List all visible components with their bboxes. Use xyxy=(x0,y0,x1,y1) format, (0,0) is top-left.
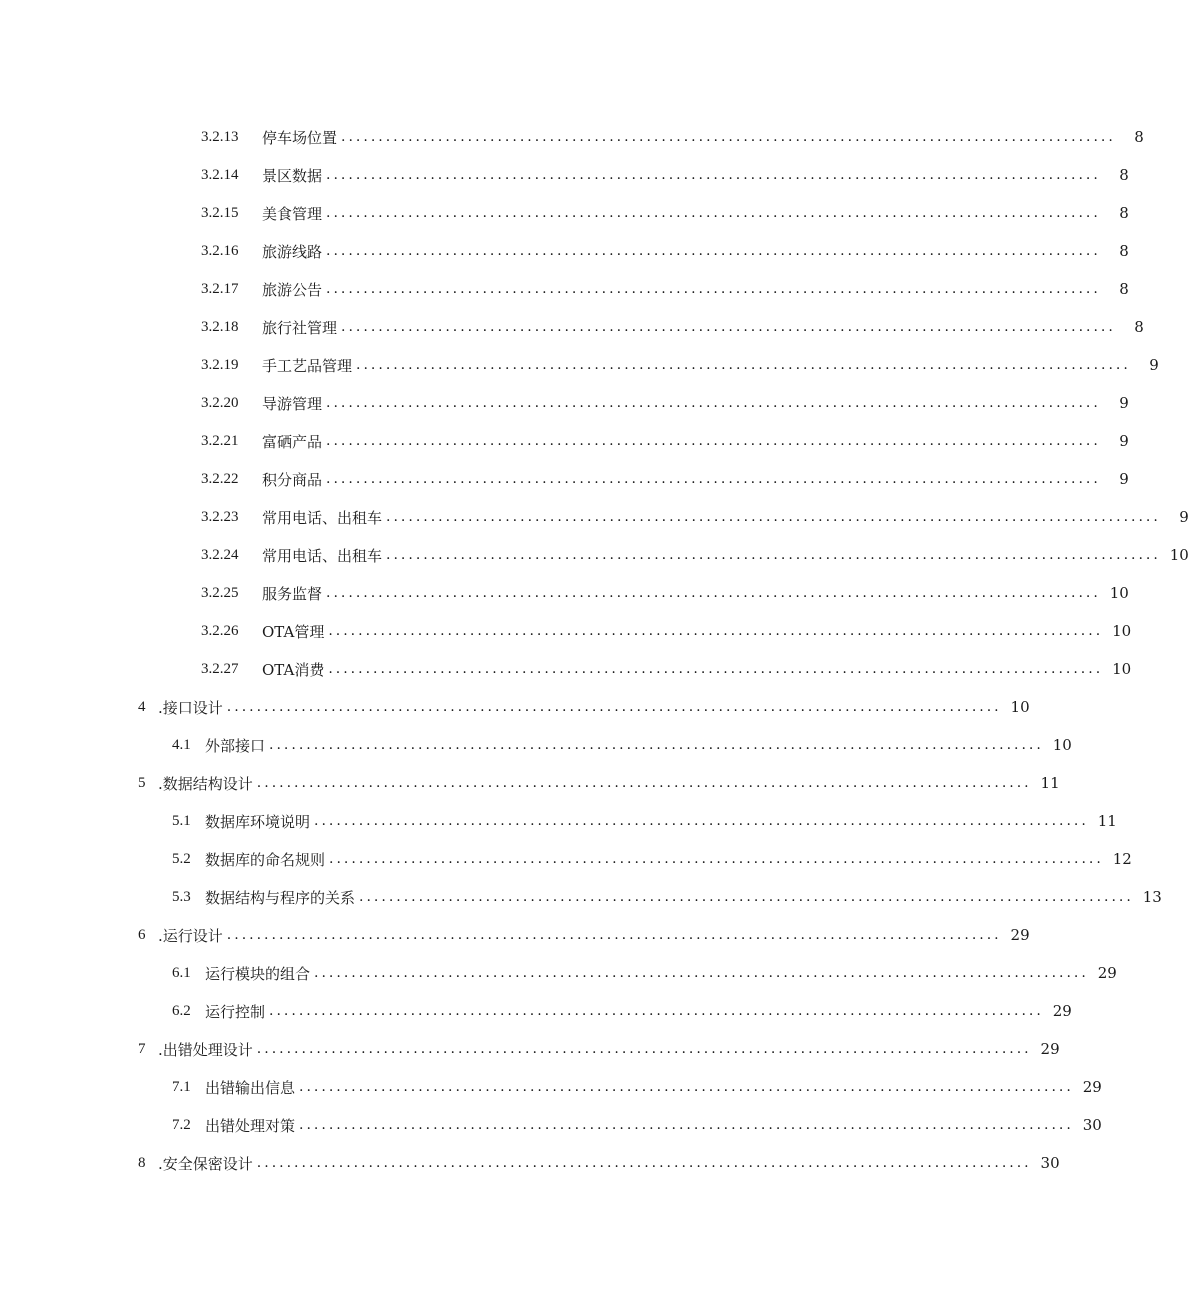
toc-entry[interactable] xyxy=(0,878,1162,916)
toc-title: 旅行社管理 xyxy=(262,318,338,337)
toc-leader: ........................................................................................................ xyxy=(386,547,1161,563)
toc-leader: ........................................................................................................ xyxy=(329,851,1104,867)
toc-number: 3.2.20 xyxy=(201,394,239,411)
toc-title: 运行控制 xyxy=(205,1002,266,1021)
toc-page: 9 xyxy=(1119,394,1129,412)
toc-entry[interactable] xyxy=(0,1144,1060,1182)
toc-leader: ........................................................................................................ xyxy=(226,927,1002,943)
toc-entry[interactable] xyxy=(0,118,1144,156)
toc-leader: ........................................................................................................ xyxy=(269,737,1044,753)
toc-leader: ........................................................................................................ xyxy=(299,1079,1074,1095)
toc-page: 8 xyxy=(1134,318,1144,336)
toc-title: OTA消费 xyxy=(262,660,325,679)
toc-leader: ........................................................................................................ xyxy=(326,205,1101,221)
toc-leader: ........................................................................................................ xyxy=(326,585,1101,601)
toc-number: 7.1 xyxy=(172,1078,191,1095)
toc-page: 29 xyxy=(1040,1040,1060,1058)
toc-number: 6 xyxy=(138,926,146,943)
toc-page: 9 xyxy=(1149,356,1159,374)
toc-number: 3.2.25 xyxy=(201,584,239,601)
toc-leader: ........................................................................................................ xyxy=(386,509,1161,525)
toc-leader: ........................................................................................................ xyxy=(359,889,1134,905)
toc-leader: ........................................................................................................ xyxy=(314,813,1089,829)
toc-page: 9 xyxy=(1119,470,1129,488)
toc-leader: ........................................................................................................ xyxy=(341,319,1116,335)
toc-page: 12 xyxy=(1112,850,1132,868)
toc-entry[interactable] xyxy=(0,308,1144,346)
toc-number: 4.1 xyxy=(172,736,191,753)
toc-number: 3.2.16 xyxy=(201,242,239,259)
toc-leader: ........................................................................................................ xyxy=(226,699,1002,715)
toc-page: 13 xyxy=(1142,888,1162,906)
toc-number: 3.2.13 xyxy=(201,128,239,145)
toc-entry[interactable] xyxy=(0,498,1189,536)
toc-number: 3.2.27 xyxy=(201,660,239,677)
toc-title: 常用电话、出租车 xyxy=(262,508,383,527)
toc-entry[interactable] xyxy=(0,726,1072,764)
toc-leader: ........................................................................................................ xyxy=(328,623,1104,639)
toc-entry[interactable] xyxy=(0,156,1129,194)
toc-entry[interactable] xyxy=(0,270,1129,308)
toc-page: 8 xyxy=(1119,280,1129,298)
toc-entry[interactable] xyxy=(0,688,1030,726)
toc-number: 3.2.17 xyxy=(201,280,239,297)
toc-title: . 运行设计 xyxy=(158,925,223,946)
toc-entry[interactable] xyxy=(0,840,1132,878)
toc-page: 9 xyxy=(1179,508,1189,526)
toc-number: 3.2.22 xyxy=(201,470,239,487)
toc-entry[interactable] xyxy=(0,346,1159,384)
toc-title: 外部接口 xyxy=(205,736,266,755)
toc-number: 4 xyxy=(138,698,146,715)
toc-leader: ........................................................................................................ xyxy=(326,433,1101,449)
toc-page: 8 xyxy=(1119,204,1129,222)
toc-entry[interactable] xyxy=(0,916,1030,954)
toc-leader: ........................................................................................................ xyxy=(341,129,1116,145)
toc-title: 出错输出信息 xyxy=(205,1078,296,1097)
toc-title: 景区数据 xyxy=(262,166,323,185)
toc-page: 10 xyxy=(1169,546,1189,564)
toc-leader: ........................................................................................................ xyxy=(326,281,1101,297)
toc-title: 富硒产品 xyxy=(262,432,323,451)
toc-title: 数据库的命名规则 xyxy=(205,850,326,869)
toc-page: 29 xyxy=(1082,1078,1102,1096)
toc-page: 10 xyxy=(1112,660,1132,678)
toc-page: 10 xyxy=(1109,584,1129,602)
toc-page: 30 xyxy=(1040,1154,1060,1172)
toc-entry[interactable] xyxy=(0,992,1072,1030)
toc-title: . 安全保密设计 xyxy=(158,1153,253,1174)
toc-entry[interactable] xyxy=(0,650,1132,688)
toc-number: 8 xyxy=(138,1154,146,1171)
toc-title: 常用电话、出租车 xyxy=(262,546,383,565)
toc-page: 10 xyxy=(1010,698,1030,716)
toc-entry[interactable] xyxy=(0,1106,1102,1144)
toc-number: 3.2.19 xyxy=(201,356,239,373)
toc-number: 3.2.21 xyxy=(201,432,239,449)
toc-title: 积分商品 xyxy=(262,470,323,489)
toc-leader: ........................................................................................................ xyxy=(269,1003,1044,1019)
toc-number: 7.2 xyxy=(172,1116,191,1133)
toc-leader: ........................................................................................................ xyxy=(314,965,1089,981)
toc-page: 9 xyxy=(1119,432,1129,450)
toc-title: 出错处理对策 xyxy=(205,1116,296,1135)
toc-title: OTA管理 xyxy=(262,622,325,641)
toc-entry[interactable] xyxy=(0,612,1132,650)
toc-entry[interactable] xyxy=(0,422,1129,460)
toc-page: 10 xyxy=(1112,622,1132,640)
toc-page: 8 xyxy=(1119,242,1129,260)
toc-number: 5.1 xyxy=(172,812,191,829)
toc-leader: ........................................................................................................ xyxy=(299,1117,1074,1133)
toc-leader: ........................................................................................................ xyxy=(356,357,1131,373)
toc-title: 停车场位置 xyxy=(262,128,338,147)
toc-title: 数据库环境说明 xyxy=(205,812,311,831)
toc-number: 3.2.23 xyxy=(201,508,239,525)
toc-leader: ........................................................................................................ xyxy=(326,243,1101,259)
toc-page: 11 xyxy=(1097,812,1117,830)
toc-entry[interactable] xyxy=(0,802,1117,840)
toc-entry[interactable] xyxy=(0,194,1129,232)
toc-number: 3.2.15 xyxy=(201,204,239,221)
toc-number: 3.2.18 xyxy=(201,318,239,335)
toc-title: . 数据结构设计 xyxy=(158,773,253,794)
toc-page: 11 xyxy=(1040,774,1060,792)
toc-title: 运行模块的组合 xyxy=(205,964,311,983)
toc-leader: ........................................................................................................ xyxy=(326,167,1101,183)
toc-number: 6.1 xyxy=(172,964,191,981)
toc-title: . 接口设计 xyxy=(158,697,223,718)
toc-page: 29 xyxy=(1052,1002,1072,1020)
toc-leader: ........................................................................................................ xyxy=(328,661,1104,677)
toc-entry[interactable] xyxy=(0,764,1060,802)
toc-page: 8 xyxy=(1119,166,1129,184)
toc-entry[interactable] xyxy=(0,1068,1102,1106)
toc-title: 服务监督 xyxy=(262,584,323,603)
toc-number: 6.2 xyxy=(172,1002,191,1019)
toc-title: 手工艺品管理 xyxy=(262,356,353,375)
toc-entry[interactable] xyxy=(0,954,1117,992)
toc-number: 5.3 xyxy=(172,888,191,905)
toc-page: 29 xyxy=(1097,964,1117,982)
toc-entry[interactable] xyxy=(0,460,1129,498)
table-of-contents xyxy=(0,118,1189,1182)
toc-title: . 出错处理设计 xyxy=(158,1039,253,1060)
toc-number: 5.2 xyxy=(172,850,191,867)
toc-number: 7 xyxy=(138,1040,146,1057)
toc-number: 3.2.14 xyxy=(201,166,239,183)
toc-title: 导游管理 xyxy=(262,394,323,413)
toc-leader: ........................................................................................................ xyxy=(256,1041,1032,1057)
toc-number: 3.2.24 xyxy=(201,546,239,563)
toc-leader: ........................................................................................................ xyxy=(326,395,1101,411)
toc-page: 29 xyxy=(1010,926,1030,944)
toc-number: 3.2.26 xyxy=(201,622,239,639)
toc-entry[interactable] xyxy=(0,574,1129,612)
toc-leader: ........................................................................................................ xyxy=(256,775,1032,791)
toc-number: 5 xyxy=(138,774,146,791)
toc-page: 30 xyxy=(1082,1116,1102,1134)
toc-leader: ........................................................................................................ xyxy=(256,1155,1032,1171)
toc-entry[interactable] xyxy=(0,384,1129,422)
toc-entry[interactable] xyxy=(0,232,1129,270)
toc-title: 旅游线路 xyxy=(262,242,323,261)
toc-title: 数据结构与程序的关系 xyxy=(205,888,356,907)
toc-title: 美食管理 xyxy=(262,204,323,223)
toc-page: 8 xyxy=(1134,128,1144,146)
toc-entry[interactable] xyxy=(0,1030,1060,1068)
toc-entry[interactable] xyxy=(0,536,1189,574)
toc-title: 旅游公告 xyxy=(262,280,323,299)
toc-page: 10 xyxy=(1052,736,1072,754)
toc-leader: ........................................................................................................ xyxy=(326,471,1101,487)
